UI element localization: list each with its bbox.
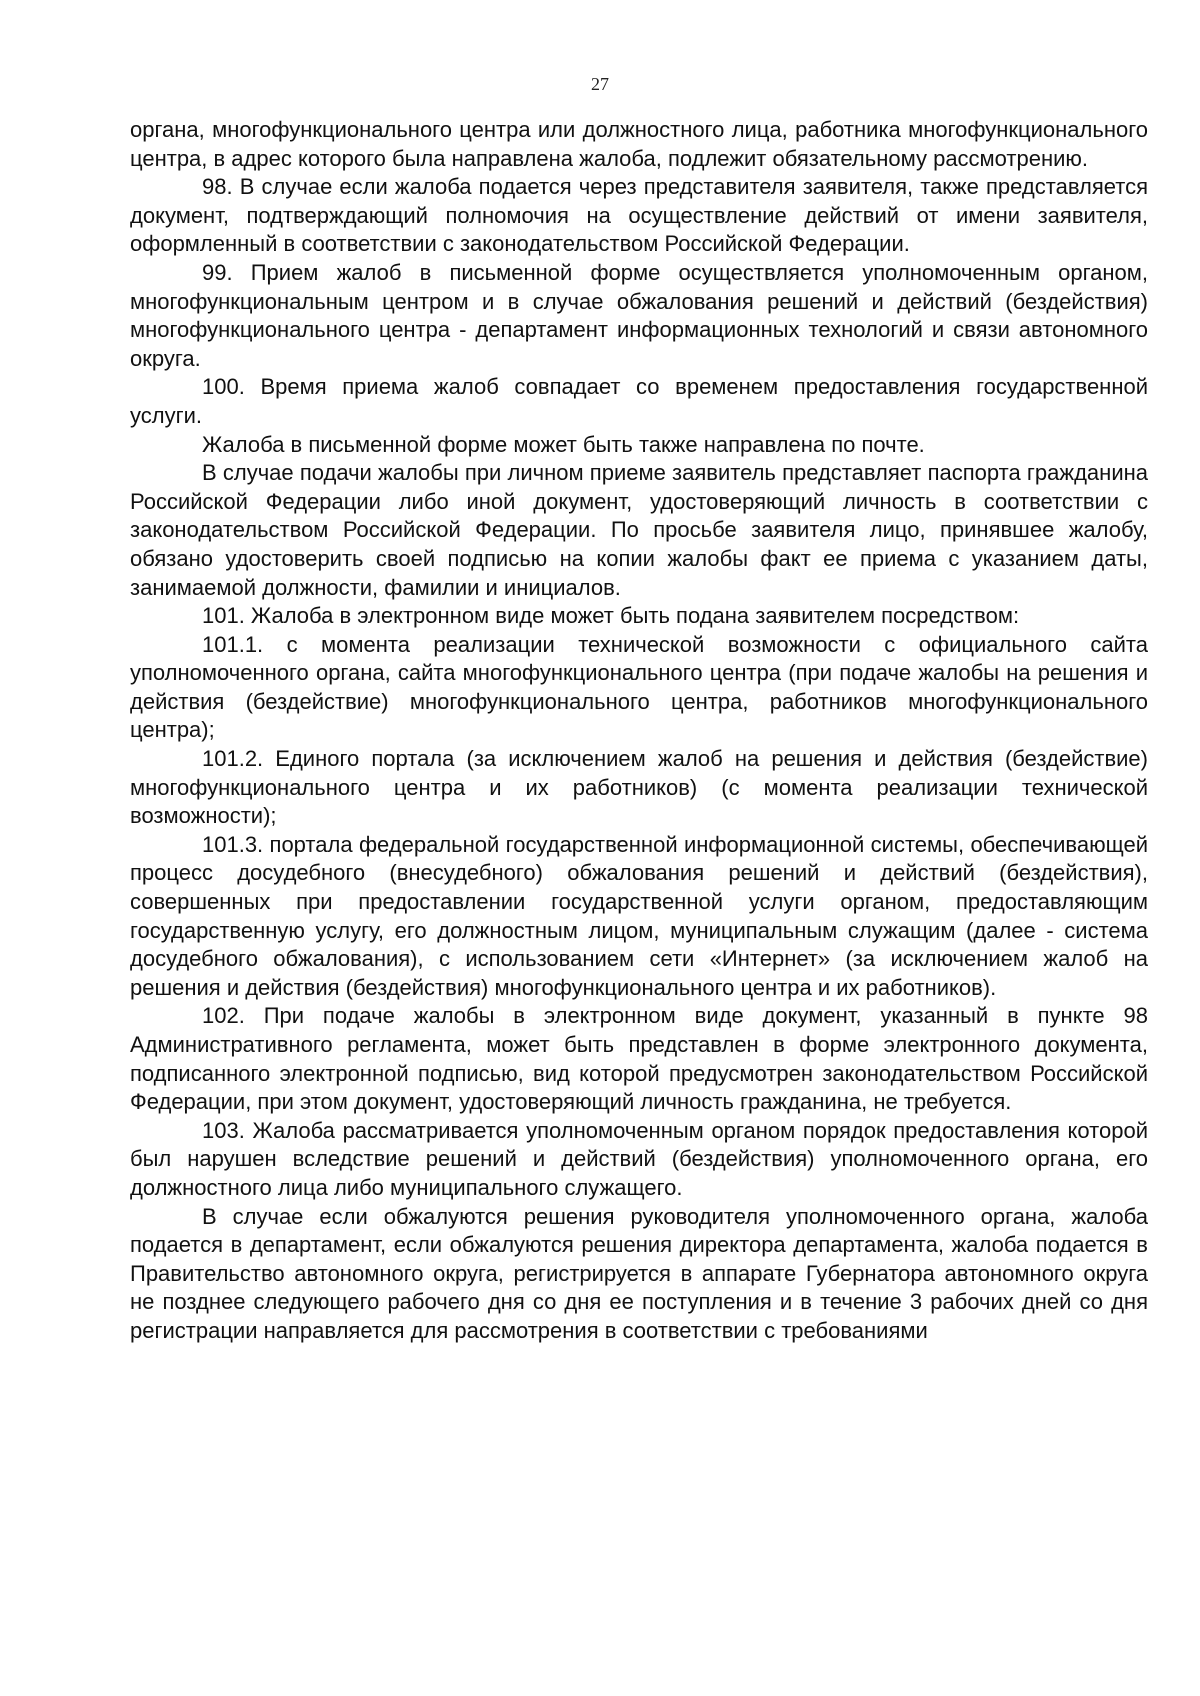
paragraph-100: 100. Время приема жалоб совпадает со временем предоставления государственной услуги. xyxy=(130,374,1148,428)
paragraph: Жалоба в письменной форме может быть также направлена по почте. xyxy=(202,431,925,457)
document-body xyxy=(130,116,1148,1346)
paragraph-101: 101. Жалоба в электронном виде может быть подана заявителем посредством: xyxy=(202,603,1020,629)
paragraph: В случае подачи жалобы при личном приеме заявитель представляет паспорта гражданина Российской Федерации либо иной документ, удостоверяющий личность в соответствии с законодательством Российской Федерации. По просьбе заявителя лицо, принявшее жалобу, обязано удостоверить своей подписью на копии жалобы факт ее приема с указанием даты, занимаемой должности, фамилии и инициалов. xyxy=(130,460,1148,600)
paragraph-101-1: 101.1. с момента реализации технической возможности с официального сайта уполномоченного органа, сайта многофункционального центра (при подаче жалобы на решения и действия (бездействие) многофункционального центра, работников многофункционального центра); xyxy=(130,631,1148,743)
paragraph-98: 98. В случае если жалоба подается через представителя заявителя, также представляется документ, подтверждающий полномочия на осуществление действий от имени заявителя, оформленный в соответствии с законодательством Российской Федерации. xyxy=(130,174,1148,257)
paragraph-101-2: 101.2. Единого портала (за исключением жалоб на решения и действия (бездействие) многофункционального центра и их работников) (с момента реализации технической возможности); xyxy=(130,746,1148,829)
page-number: 27 xyxy=(591,74,609,94)
paragraph: органа, многофункционального центра или должностного лица, работника многофункционального центра, в адрес которого была направлена жалоба, подлежит обязательному рассмотрению. xyxy=(130,117,1148,171)
paragraph: В случае если обжалуются решения руководителя уполномоченного органа, жалоба подается в департамент, если обжалуются решения директора департамента, жалоба подается в Правительство автономного округа, регистрируется в аппарате Губернатора автономного округа не позднее следующего рабочего дня со дня ее поступления и в течение 3 рабочих дней со дня регистрации направляется для рассмотрения в соответствии с требованиями xyxy=(130,1203,1148,1343)
paragraph-102: 102. При подаче жалобы в электронном виде документ, указанный в пункте 98 Административного регламента, может быть представлен в форме электронного документа, подписанного электронной подписью, вид которой предусмотрен законодательством Российской Федерации, при этом документ, удостоверяющий личность гражданина, не требуется. xyxy=(130,1003,1148,1115)
paragraph-99: 99. Прием жалоб в письменной форме осуществляется уполномоченным органом, многофункциональным центром и в случае обжалования решений и действий (бездействия) многофункционального центра - департамент информационных технологий и связи автономного округа. xyxy=(130,259,1148,371)
paragraph-103: 103. Жалоба рассматривается уполномоченным органом порядок предоставления которой был нарушен вследствие решений и действий (бездействия) уполномоченного органа, его должностного лица либо муниципального служащего. xyxy=(130,1117,1148,1200)
paragraph-101-3: 101.3. портала федеральной государственной информационной системы, обеспечивающей процесс досудебного (внесудебного) обжалования решений и действий (бездействия), совершенных при предоставлении государственной услуги органом, предоставляющим государственную услугу, его должностным лицом, муниципальным служащим (далее - система досудебного обжалования), с использованием сети «Интернет» (за исключением жалоб на решения и действия (бездействия) многофункционального центра и их работников). xyxy=(130,831,1148,1000)
